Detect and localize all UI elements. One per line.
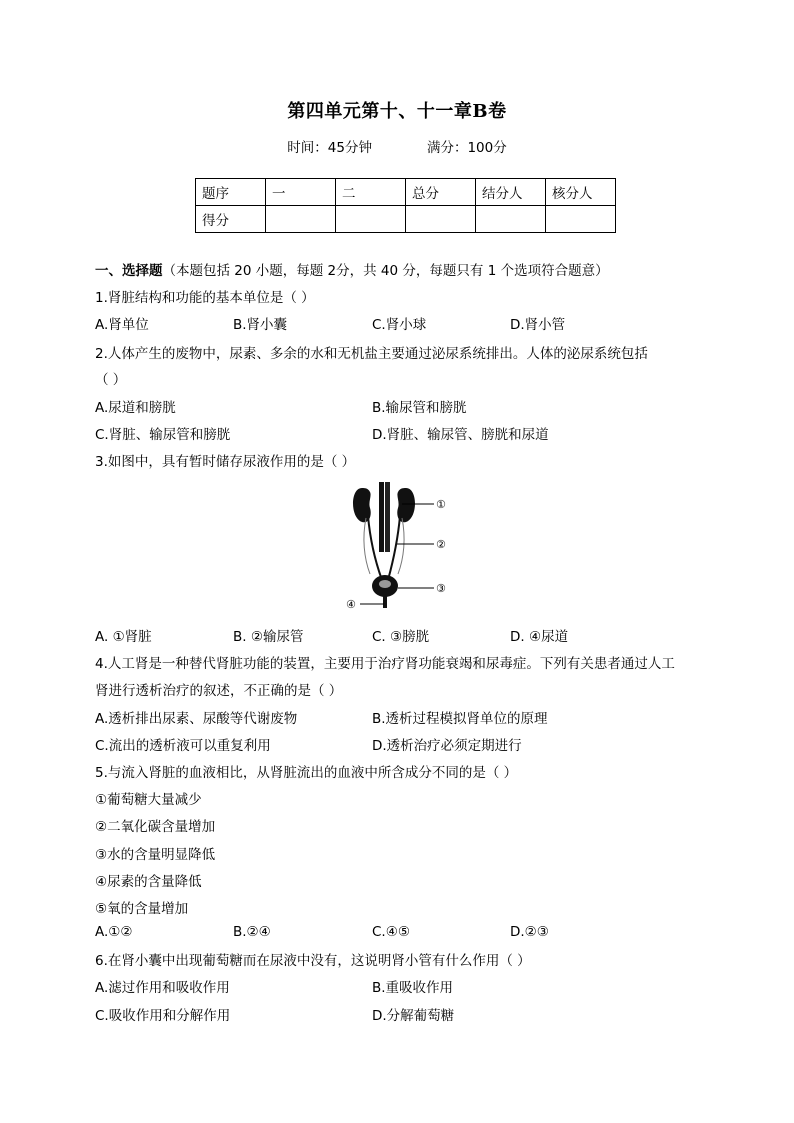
question-4-option-c: C.流出的透析液可以重复利用	[95, 738, 271, 754]
urethra-shape	[383, 596, 387, 608]
question-5-item: ③水的含量明显降低	[95, 847, 216, 863]
question-5-option-b: B.②④	[233, 924, 271, 940]
page-title: 第四单元第十、十一章B卷	[287, 101, 507, 122]
score-table-cell: 一	[266, 179, 336, 206]
question-5-option-c: C.④⑤	[372, 924, 410, 940]
vena-cava-shape	[385, 482, 390, 552]
question-2-stem-cont: （ ）	[95, 372, 127, 388]
question-6-option-b: B.重吸收作用	[372, 980, 454, 996]
score-input-cell	[266, 206, 336, 233]
question-6-option-a: A.滤过作用和吸收作用	[95, 980, 230, 996]
question-3-option-c: C. ③膀胱	[372, 629, 430, 645]
question-3-stem: 3.如图中，具有暂时储存尿液作用的是（ ）	[95, 454, 356, 470]
score-table-header-row	[196, 179, 616, 206]
question-5-stem: 5.与流入肾脏的血液相比，从肾脏流出的血液中所含成分不同的是（ ）	[95, 765, 518, 781]
score-table-cell: 结分人	[476, 179, 546, 206]
question-6-option-d: D.分解葡萄糖	[372, 1008, 455, 1024]
question-3-option-b: B. ②输尿管	[233, 629, 304, 645]
question-3-option-d: D. ④尿道	[510, 629, 569, 645]
score-table-cell: 二	[336, 179, 406, 206]
aorta-shape	[379, 482, 384, 552]
question-5-option-d: D.②③	[510, 924, 549, 940]
question-4-option-b: B.透析过程模拟肾单位的原理	[372, 711, 548, 727]
question-1-option-d: D.肾小管	[510, 317, 566, 333]
question-5-item: ②二氧化碳含量增加	[95, 819, 216, 835]
question-2-stem: 2.人体产生的废物中，尿素、多余的水和无机盐主要通过泌尿系统排出。人体的泌尿系统包括	[95, 346, 648, 362]
question-6-option-c: C.吸收作用和分解作用	[95, 1008, 231, 1024]
question-5-item: ①葡萄糖大量减少	[95, 792, 202, 808]
score-table-score-row	[196, 206, 616, 233]
score-table-cell: 总分	[406, 179, 476, 206]
score-input-cell	[476, 206, 546, 233]
question-4-stem: 4.人工肾是一种替代肾脏功能的装置，主要用于治疗肾功能衰竭和尿毒症。下列有关患者通过人工	[95, 656, 675, 672]
question-2-option-c: C.肾脏、输尿管和膀胱	[95, 427, 231, 443]
score-input-cell	[336, 206, 406, 233]
score-input-cell	[546, 206, 616, 233]
score-table-cell: 题序	[196, 179, 266, 206]
question-5-option-a: A.①②	[95, 924, 133, 940]
question-2-option-a: A.尿道和膀胱	[95, 400, 176, 416]
question-6-stem: 6.在肾小囊中出现葡萄糖而在尿液中没有，这说明肾小管有什么作用（ ）	[95, 953, 531, 969]
diagram-label-4: ④	[346, 598, 356, 611]
diagram-label-3: ③	[436, 582, 446, 595]
score-table-cell: 核分人	[546, 179, 616, 206]
question-5-item: ⑤氧的含量增加	[95, 901, 189, 917]
question-1-stem: 1.肾脏结构和功能的基本单位是（ ）	[95, 290, 315, 306]
question-4-option-d: D.透析治疗必须定期进行	[372, 738, 522, 754]
score-input-cell	[406, 206, 476, 233]
score-table	[195, 178, 616, 233]
section-heading: 一、选择题（本题包括 20 小题，每题 2分，共 40 分，每题只有 1 个选项符合题意）	[95, 263, 609, 279]
question-1-option-b: B.肾小囊	[233, 317, 288, 333]
urinary-system-diagram	[340, 478, 460, 616]
diagram-label-2: ②	[436, 538, 446, 551]
exam-time: 时间：45分钟	[287, 140, 372, 156]
question-2-option-b: B.输尿管和膀胱	[372, 400, 467, 416]
question-1-option-a: A.肾单位	[95, 317, 149, 333]
question-5-item: ④尿素的含量降低	[95, 874, 202, 890]
score-table-cell: 得分	[196, 206, 266, 233]
question-4-stem-cont: 肾进行透析治疗的叙述，不正确的是（ ）	[95, 683, 343, 699]
question-3-option-a: A. ①肾脏	[95, 629, 152, 645]
exam-meta	[0, 136, 794, 156]
exam-full-score: 满分：100分	[426, 140, 507, 156]
question-4-option-a: A.透析排出尿素、尿酸等代谢废物	[95, 711, 298, 727]
diagram-label-1: ①	[436, 498, 446, 511]
question-2-option-d: D.肾脏、输尿管、膀胱和尿道	[372, 427, 549, 443]
question-1-option-c: C.肾小球	[372, 317, 427, 333]
